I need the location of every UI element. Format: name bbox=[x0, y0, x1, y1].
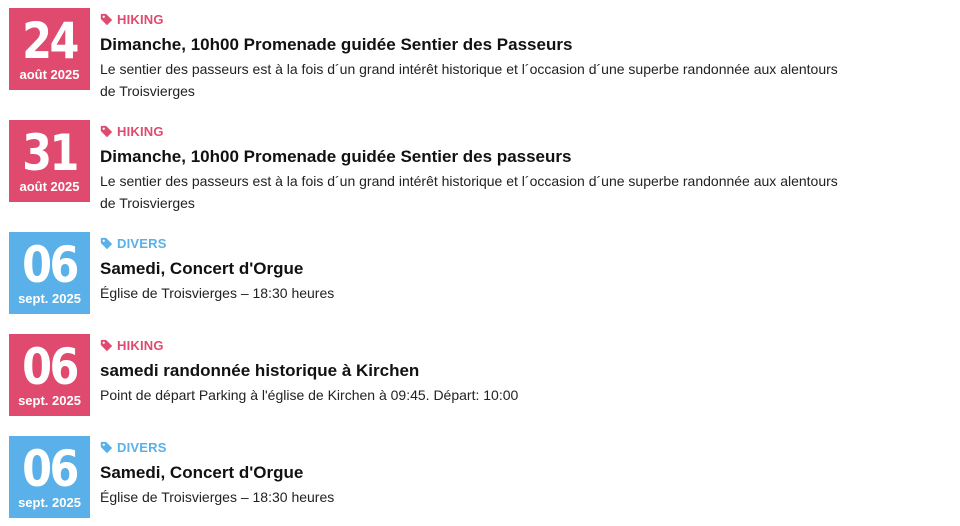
category-link[interactable] bbox=[100, 439, 167, 455]
tag-icon bbox=[100, 125, 113, 138]
category-link[interactable] bbox=[100, 337, 164, 353]
event-title[interactable]: Samedi, Concert d'Orgue bbox=[100, 259, 304, 278]
date-box bbox=[9, 8, 90, 90]
category-label: DIVERS bbox=[117, 235, 167, 251]
event-description: Église de Troisvierges – 18:30 heures bbox=[100, 489, 335, 505]
date-box bbox=[9, 120, 90, 202]
date-day: 06 bbox=[22, 338, 77, 396]
event-item[interactable] bbox=[9, 120, 949, 211]
date-box bbox=[9, 232, 90, 314]
date-month: sept. 2025 bbox=[18, 393, 81, 408]
event-description: Le sentier des passeurs est à la fois d´un grand intérêt historique et l´occasion d´une superbe randonnée aux alentours de Troisvierges bbox=[100, 61, 838, 99]
category-link[interactable] bbox=[100, 123, 164, 139]
date-month: sept. 2025 bbox=[18, 495, 81, 510]
event-title[interactable]: Samedi, Concert d'Orgue bbox=[100, 463, 304, 482]
event-item[interactable] bbox=[9, 8, 949, 99]
event-title[interactable]: Dimanche, 10h00 Promenade guidée Sentier des passeurs bbox=[100, 147, 572, 166]
category-label: HIKING bbox=[117, 337, 164, 353]
tag-icon bbox=[100, 441, 113, 454]
event-description: Point de départ Parking à l'église de Kirchen à 09:45. Départ: 10:00 bbox=[100, 387, 519, 403]
category-label: DIVERS bbox=[117, 439, 167, 455]
event-description: Église de Troisvierges – 18:30 heures bbox=[100, 285, 335, 301]
event-item[interactable] bbox=[9, 334, 949, 416]
event-description: Le sentier des passeurs est à la fois d´un grand intérêt historique et l´occasion d´une superbe randonnée aux alentours de Troisvierges bbox=[100, 173, 838, 211]
event-item[interactable] bbox=[9, 232, 949, 314]
category-label: HIKING bbox=[117, 123, 164, 139]
date-day: 24 bbox=[22, 12, 77, 70]
date-month: août 2025 bbox=[19, 67, 80, 82]
date-day: 06 bbox=[22, 236, 77, 294]
event-item[interactable] bbox=[9, 436, 949, 518]
date-day: 31 bbox=[22, 124, 77, 182]
date-month: août 2025 bbox=[19, 179, 80, 194]
date-box bbox=[9, 334, 90, 416]
tag-icon bbox=[100, 339, 113, 352]
category-label: HIKING bbox=[117, 11, 164, 27]
date-day: 06 bbox=[22, 440, 77, 498]
event-title[interactable]: Dimanche, 10h00 Promenade guidée Sentier des Passeurs bbox=[100, 35, 573, 54]
tag-icon bbox=[100, 13, 113, 26]
date-month: sept. 2025 bbox=[18, 291, 81, 306]
date-box bbox=[9, 436, 90, 518]
event-title[interactable]: samedi randonnée historique à Kirchen bbox=[100, 361, 420, 380]
category-link[interactable] bbox=[100, 11, 164, 27]
tag-icon bbox=[100, 237, 113, 250]
category-link[interactable] bbox=[100, 235, 167, 251]
